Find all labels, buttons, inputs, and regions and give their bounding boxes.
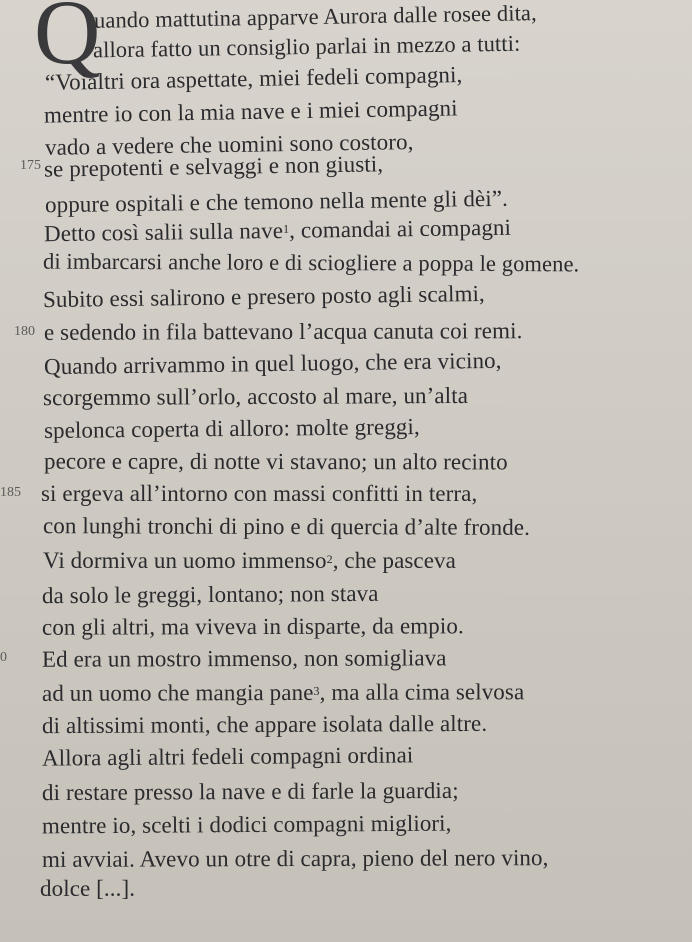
footnote-marker: 1 — [282, 221, 290, 236]
verse-line — [42, 679, 524, 707]
line-number: 180 — [14, 324, 35, 339]
verse-line — [43, 383, 468, 411]
verse-text: si ergeva all’intorno con massi confitti in terra, — [41, 481, 478, 506]
verse-line — [43, 281, 485, 313]
verse-line — [42, 845, 549, 873]
line-number: 0 — [0, 650, 7, 665]
verse-text: “Voialtri ora aspettate, miei fedeli compagni, — [44, 61, 463, 96]
verse-line — [42, 778, 459, 806]
verse-text: Ed era un mostro immenso, non somigliava — [41, 645, 447, 672]
verse-text: da solo le greggi, lontano; non stava — [41, 580, 379, 609]
verse-line — [45, 186, 508, 218]
verse-text: mi avviai. Avevo un otre di capra, pieno del nero vino, — [41, 845, 549, 872]
verse-text: , ma alla cima selvosa — [319, 679, 525, 705]
footnote-marker: 3 — [313, 683, 320, 698]
verse-text: di altissimi monti, che appare isolata dalle altre. — [41, 710, 488, 739]
verse-text: Detto così salii sulla nave — [43, 217, 284, 247]
verse-line — [42, 711, 487, 739]
verse-line — [94, 0, 537, 34]
line-number: 175 — [20, 158, 41, 173]
verse-line — [41, 481, 477, 507]
verse-line — [93, 31, 521, 64]
verse-text: con lunghi tronchi di pino e di quercia d’alte fronde. — [42, 513, 531, 540]
verse-line — [44, 215, 511, 248]
verse-line — [43, 513, 530, 541]
verse-text: uando mattutina apparve Aurora dalle rosee dita, — [93, 0, 537, 33]
verse-text: se prepotenti e selvaggi e non giusti, — [43, 151, 384, 182]
verse-text: , comandai ai compagni — [288, 214, 512, 243]
verse-text: mentre io, scelti i dodici compagni migliori, — [41, 810, 452, 839]
verse-text: di imbarcarsi anche loro e di sciogliere a poppa le gomene. — [42, 248, 580, 277]
verse-text: , che pasceva — [332, 548, 456, 573]
verse-text: Quando arrivammo in quel luogo, che era vicino, — [43, 347, 502, 380]
footnote-marker: 2 — [326, 552, 333, 566]
verse-line — [42, 811, 452, 840]
verse-line — [42, 645, 447, 672]
verse-text: spelonca coperta di alloro: molte greggi, — [43, 414, 420, 443]
verse-text: pecore e capre, di notte vi stavano; un alto recinto — [43, 448, 508, 475]
verse-text: vado a vedere che uomini sono costoro, — [44, 129, 414, 160]
verse-text: ad un uomo che mangia pane — [41, 679, 314, 706]
verse-line — [43, 249, 579, 278]
verse-line — [42, 581, 379, 609]
verse-line — [44, 414, 420, 444]
verse-line — [44, 151, 384, 182]
verse-line — [45, 62, 463, 96]
verse-text: Allora agli altri fedeli compagni ordinai — [41, 742, 414, 771]
verse-line — [43, 548, 456, 574]
verse-text: con gli altri, ma viveva in disparte, da empio. — [41, 613, 464, 640]
verse-text: di restare presso la nave e di farle la guardia; — [41, 777, 459, 806]
verse-text: Subito essi salirono e presero posto agli scalmi, — [42, 280, 485, 313]
verse-text: e sedendo in fila battevano l’acqua canuta coi remi. — [43, 318, 523, 345]
verse-line — [40, 876, 135, 902]
verse-line — [44, 348, 502, 380]
verse-line — [44, 95, 458, 128]
verse-line — [44, 449, 508, 476]
drop-cap-letter: Q — [34, 0, 101, 83]
verse-line — [44, 318, 523, 346]
verse-text: scorgemmo sull’orlo, accosto al mare, un’alta — [42, 382, 469, 411]
verse-line — [42, 742, 414, 771]
verse-text: oppure ospitali e che temono nella mente gli dèi”. — [44, 185, 509, 218]
line-number: 185 — [0, 485, 21, 500]
verse-text: dolce [...]. — [40, 876, 136, 901]
verse-text: allora fatto un consiglio parlai in mezzo a tutti: — [92, 30, 521, 63]
verse-text: Vi dormiva un uomo immenso — [43, 548, 327, 573]
verse-line — [42, 613, 464, 640]
verse-text: mentre io con la mia nave e i miei compagni — [43, 95, 458, 128]
